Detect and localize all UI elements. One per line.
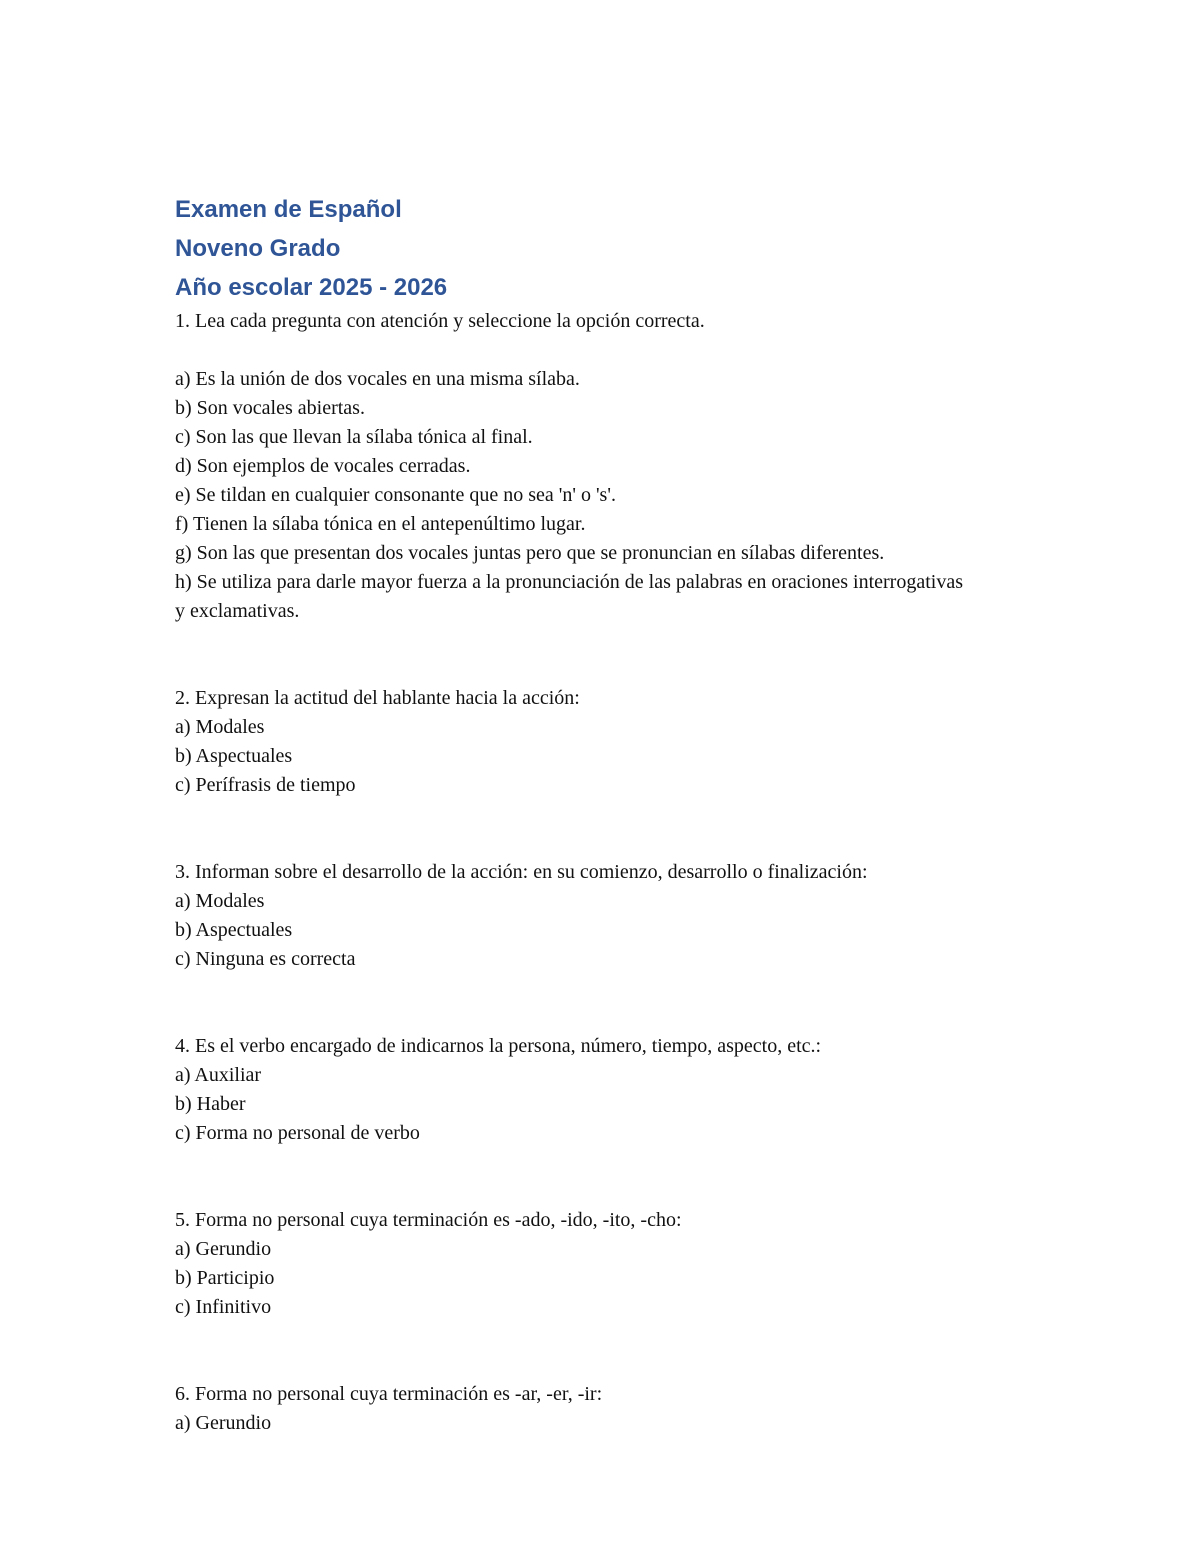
question-3 [175,858,1035,974]
question-6-prompt: 6. Forma no personal cuya terminación es -ar, -er, -ir: [175,1383,603,1405]
question-1-option-e: e) Se tildan en cualquier consonante que no sea 'n' o 's'. [175,484,616,506]
question-1-option-b: b) Son vocales abiertas. [175,397,365,419]
question-4-option-a: a) Auxiliar [175,1064,262,1086]
question-5-option-c: c) Infinitivo [175,1296,272,1318]
question-6-option-a: a) Gerundio [175,1412,272,1434]
question-5-option-a: a) Gerundio [175,1238,272,1260]
question-1 [175,307,1035,626]
question-5 [175,1206,1035,1322]
question-4-option-b: b) Haber [175,1093,246,1115]
exam-school-year: Año escolar 2025 - 2026 [175,274,448,301]
question-6 [175,1380,1035,1438]
question-4 [175,1032,1035,1148]
question-2-option-a: a) Modales [175,716,265,738]
exam-title: Examen de Español [175,196,402,223]
question-1-prompt: 1. Lea cada pregunta con atención y seleccione la opción correcta. [175,310,705,332]
question-4-option-c: c) Forma no personal de verbo [175,1122,420,1144]
question-3-option-c: c) Ninguna es correcta [175,948,356,970]
document-content [175,190,1035,1438]
question-4-prompt: 4. Es el verbo encargado de indicarnos la persona, número, tiempo, aspecto, etc.: [175,1035,822,1057]
question-2-option-c: c) Perífrasis de tiempo [175,774,356,796]
question-2 [175,684,1035,800]
question-1-option-f: f) Tienen la sílaba tónica en el antepenúltimo lugar. [175,513,586,535]
question-1-option-h: h) Se utiliza para darle mayor fuerza a la pronunciación de las palabras en oraciones interrogativas y exclamativas. [175,571,963,622]
question-5-prompt: 5. Forma no personal cuya terminación es -ado, -ido, -ito, -cho: [175,1209,682,1231]
question-1-option-g: g) Son las que presentan dos vocales juntas pero que se pronuncian en sílabas diferentes. [175,542,885,564]
question-3-option-a: a) Modales [175,890,265,912]
question-3-option-b: b) Aspectuales [175,919,293,941]
question-2-prompt: 2. Expresan la actitud del hablante hacia la acción: [175,687,580,709]
exam-grade: Noveno Grado [175,235,341,262]
question-3-prompt: 3. Informan sobre el desarrollo de la acción: en su comienzo, desarrollo o finalización: [175,861,868,883]
question-5-option-b: b) Participio [175,1267,275,1289]
question-1-option-a: a) Es la unión de dos vocales en una misma sílaba. [175,368,580,390]
question-1-option-d: d) Son ejemplos de vocales cerradas. [175,455,471,477]
question-1-option-c: c) Son las que llevan la sílaba tónica al final. [175,426,533,448]
question-2-option-b: b) Aspectuales [175,745,293,767]
